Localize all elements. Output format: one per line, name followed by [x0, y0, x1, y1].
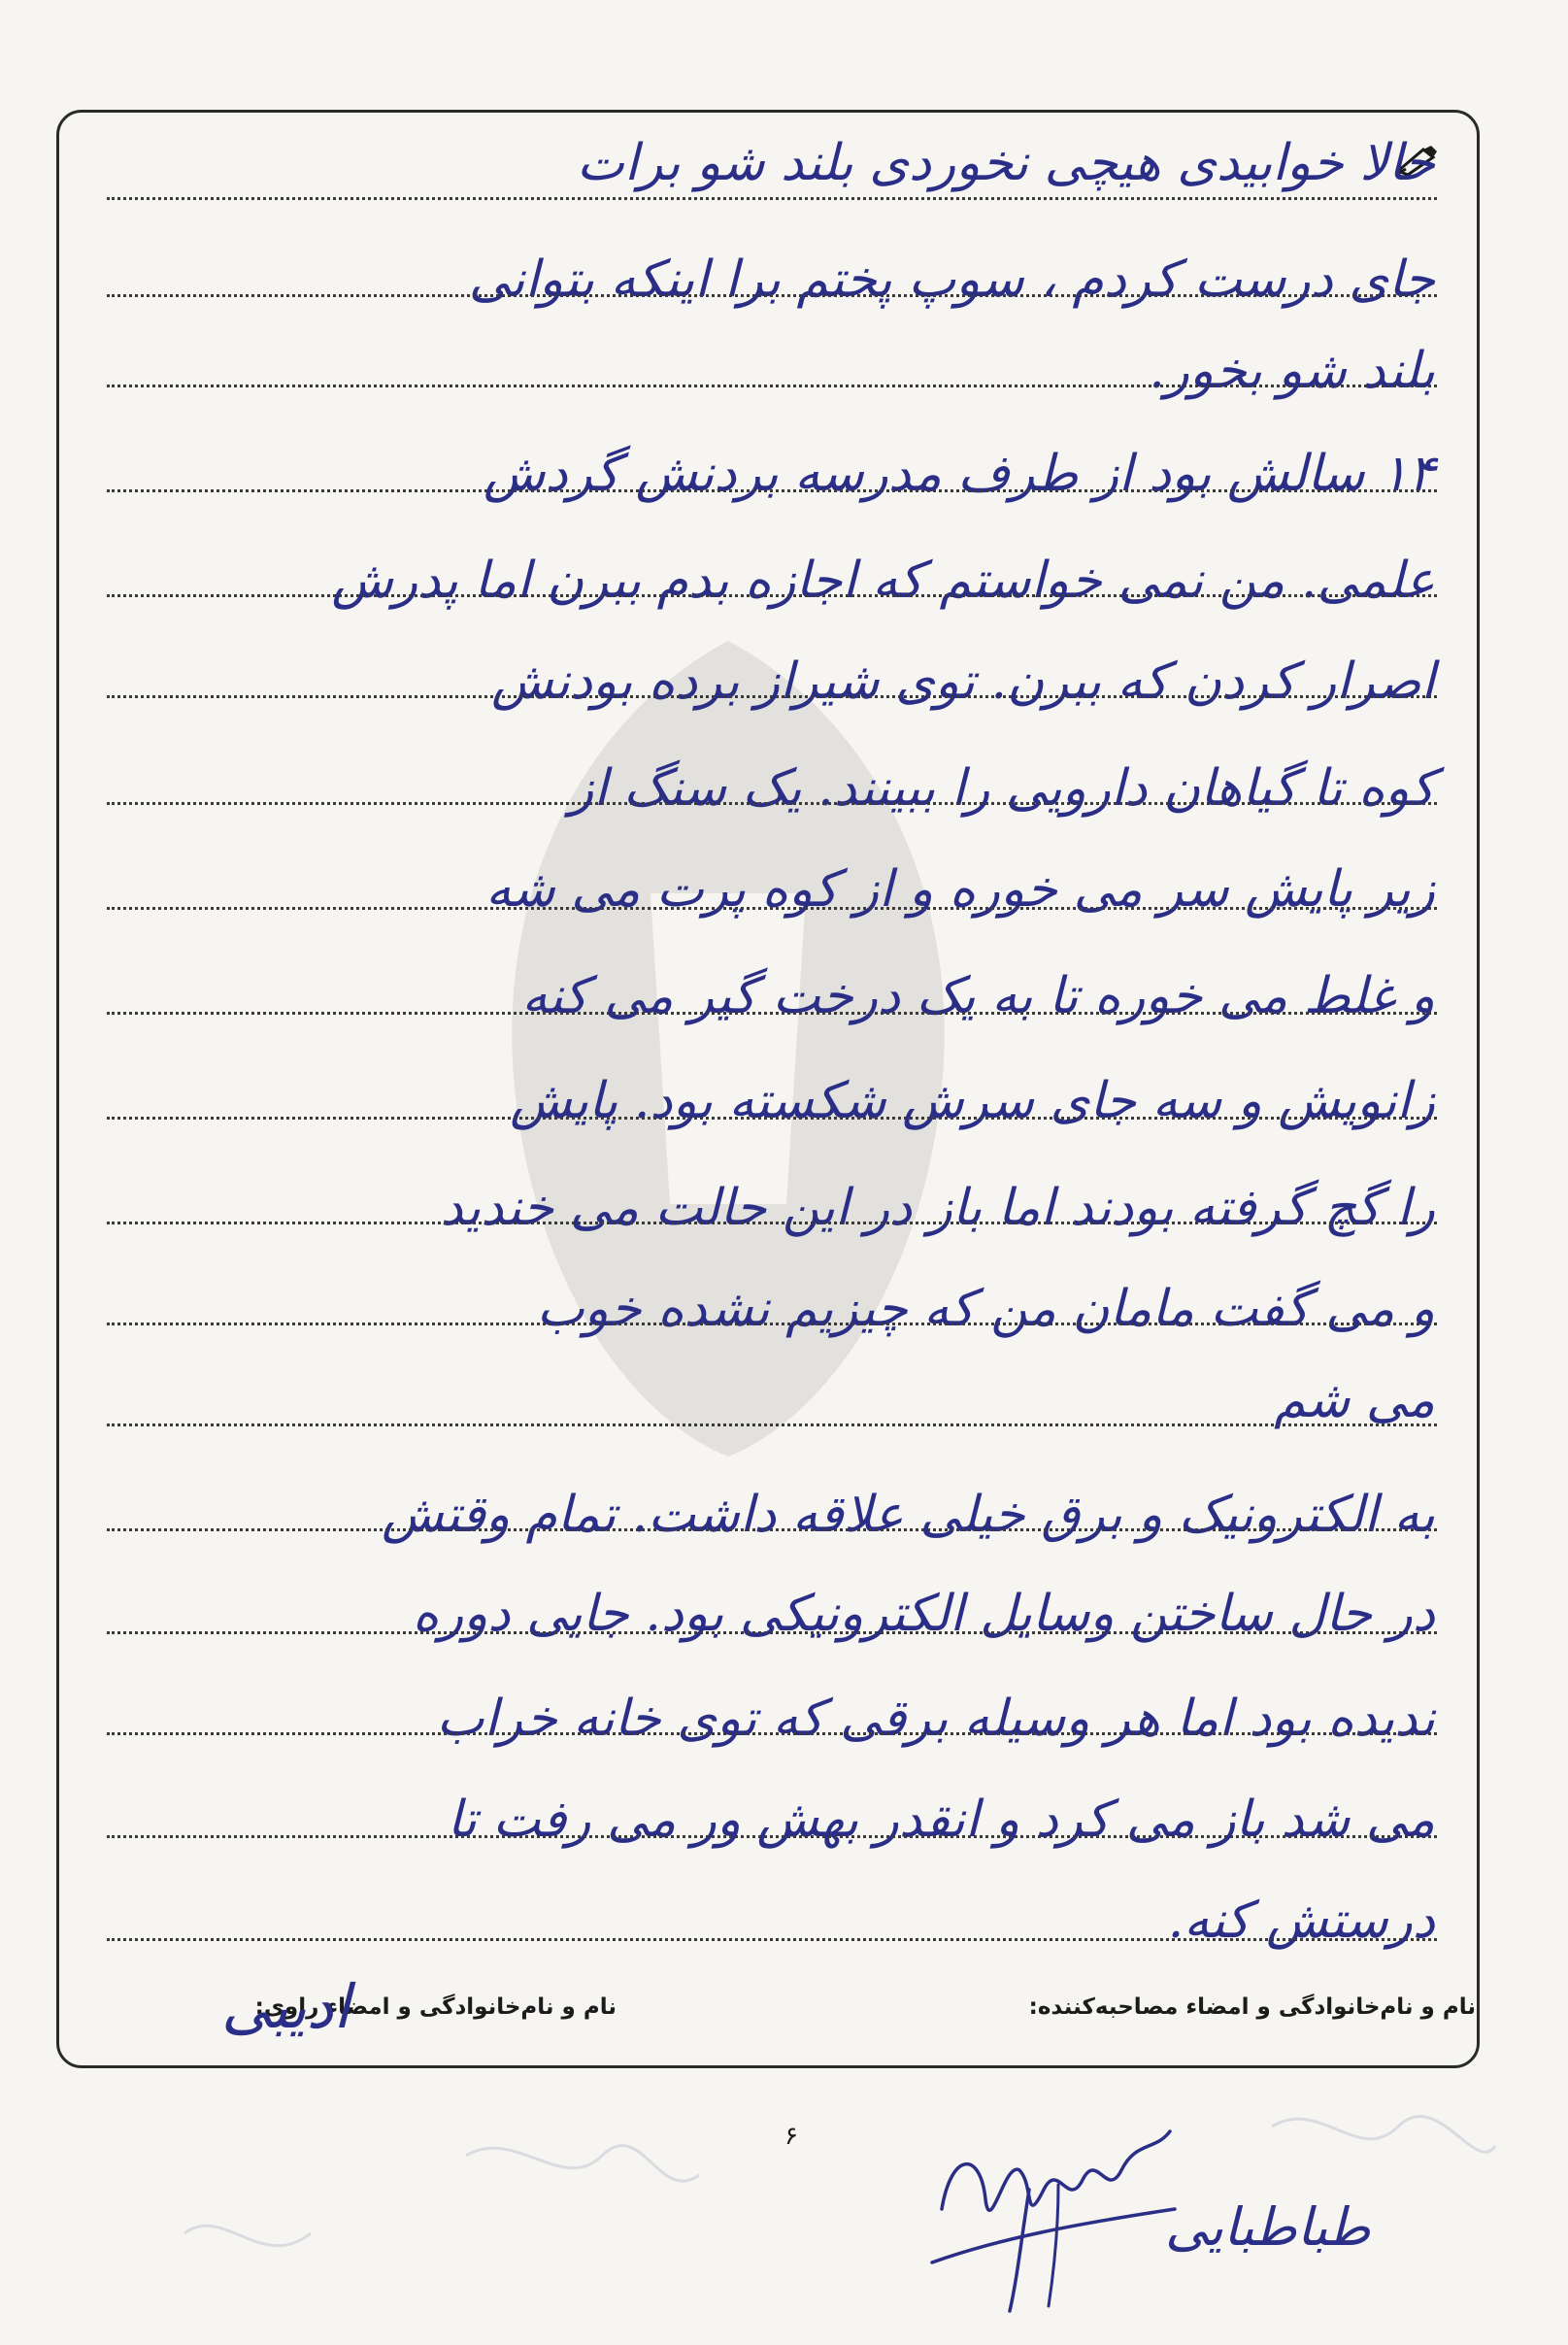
handwritten-line: کوه تا گیاهان دارویی را ببینند. یک سنگ از	[569, 759, 1435, 818]
interviewer-name-handwritten: طباطبایی	[1165, 2196, 1371, 2258]
ruled-line	[107, 1323, 1437, 1325]
handwritten-line: و می گفت مامان من که چیزیم نشده خوب	[536, 1280, 1435, 1338]
ruled-line	[107, 1222, 1437, 1224]
interviewer-signature-label: نام و نام‌خانوادگی و امضاء مصاحبه‌کننده:	[1028, 1994, 1476, 2020]
handwritten-line: بلند شو بخور.	[1149, 342, 1435, 400]
handwritten-line: می شد باز می کرد و انقدر بهش ور می رفت تا	[447, 1791, 1435, 1849]
ruled-line	[107, 197, 1437, 200]
ruled-line	[107, 294, 1437, 297]
ruled-line	[107, 1732, 1437, 1735]
ruled-line	[107, 1424, 1437, 1426]
ruled-line	[107, 907, 1437, 910]
ruled-line	[107, 1117, 1437, 1120]
narrator-signature: ادیبی	[221, 1971, 350, 2042]
ruled-line	[107, 1528, 1437, 1531]
ruled-line	[107, 1938, 1437, 1941]
page-number: ۶	[784, 2122, 798, 2151]
handwritten-line: ۱۴ سالش بود از طرف مدرسه بردنش گردش	[483, 445, 1435, 503]
handwritten-line: حالا خوابیدی هیچی نخوردی بلند شو برات	[577, 134, 1435, 192]
interviewer-signature	[913, 2093, 1184, 2316]
ruled-line	[107, 385, 1437, 387]
ruled-line	[107, 802, 1437, 805]
handwritten-line: در حال ساختن وسایل الکترونیکی بود. جایی دوره	[412, 1585, 1435, 1643]
handwritten-line: جای درست کردم ، سوپ پختم برا اینکه بتوانی	[468, 251, 1435, 309]
handwritten-line: درستش کنه.	[1167, 1892, 1435, 1950]
ruled-line	[107, 1012, 1437, 1015]
handwritten-line: به الکترونیک و برق خیلی علاقه داشت. تمام وقتش	[382, 1486, 1435, 1544]
handwritten-line: زانویش و سه جای سرش شکسته بود. پایش	[510, 1072, 1435, 1130]
handwritten-line: و غلط می خوره تا به یک درخت گیر می کنه	[521, 967, 1435, 1025]
narrator-signature-label: نام و نام‌خانوادگی و امضاء راوی:	[254, 1994, 617, 2020]
handwritten-line: می شم	[1274, 1371, 1435, 1429]
handwritten-line: ندیده بود اما هر وسیله برقی که توی خانه خراب	[436, 1690, 1435, 1748]
ruled-line	[107, 594, 1437, 597]
handwritten-line: اصرار کردن که ببرن. توی شیراز برده بودنش	[491, 653, 1435, 711]
ruled-line	[107, 1835, 1437, 1838]
ruled-line	[107, 695, 1437, 698]
handwritten-line: علمی. من نمی خواستم که اجازه بدم ببرن اما پدرش	[331, 552, 1435, 610]
handwritten-line: را گچ گرفته بودند اما باز در این حالت می خندید	[440, 1179, 1435, 1237]
handwritten-line: زیر پایش سر می خوره و از کوه پرت می شه	[485, 860, 1435, 919]
ruled-line	[107, 489, 1437, 492]
ruled-line	[107, 1631, 1437, 1634]
